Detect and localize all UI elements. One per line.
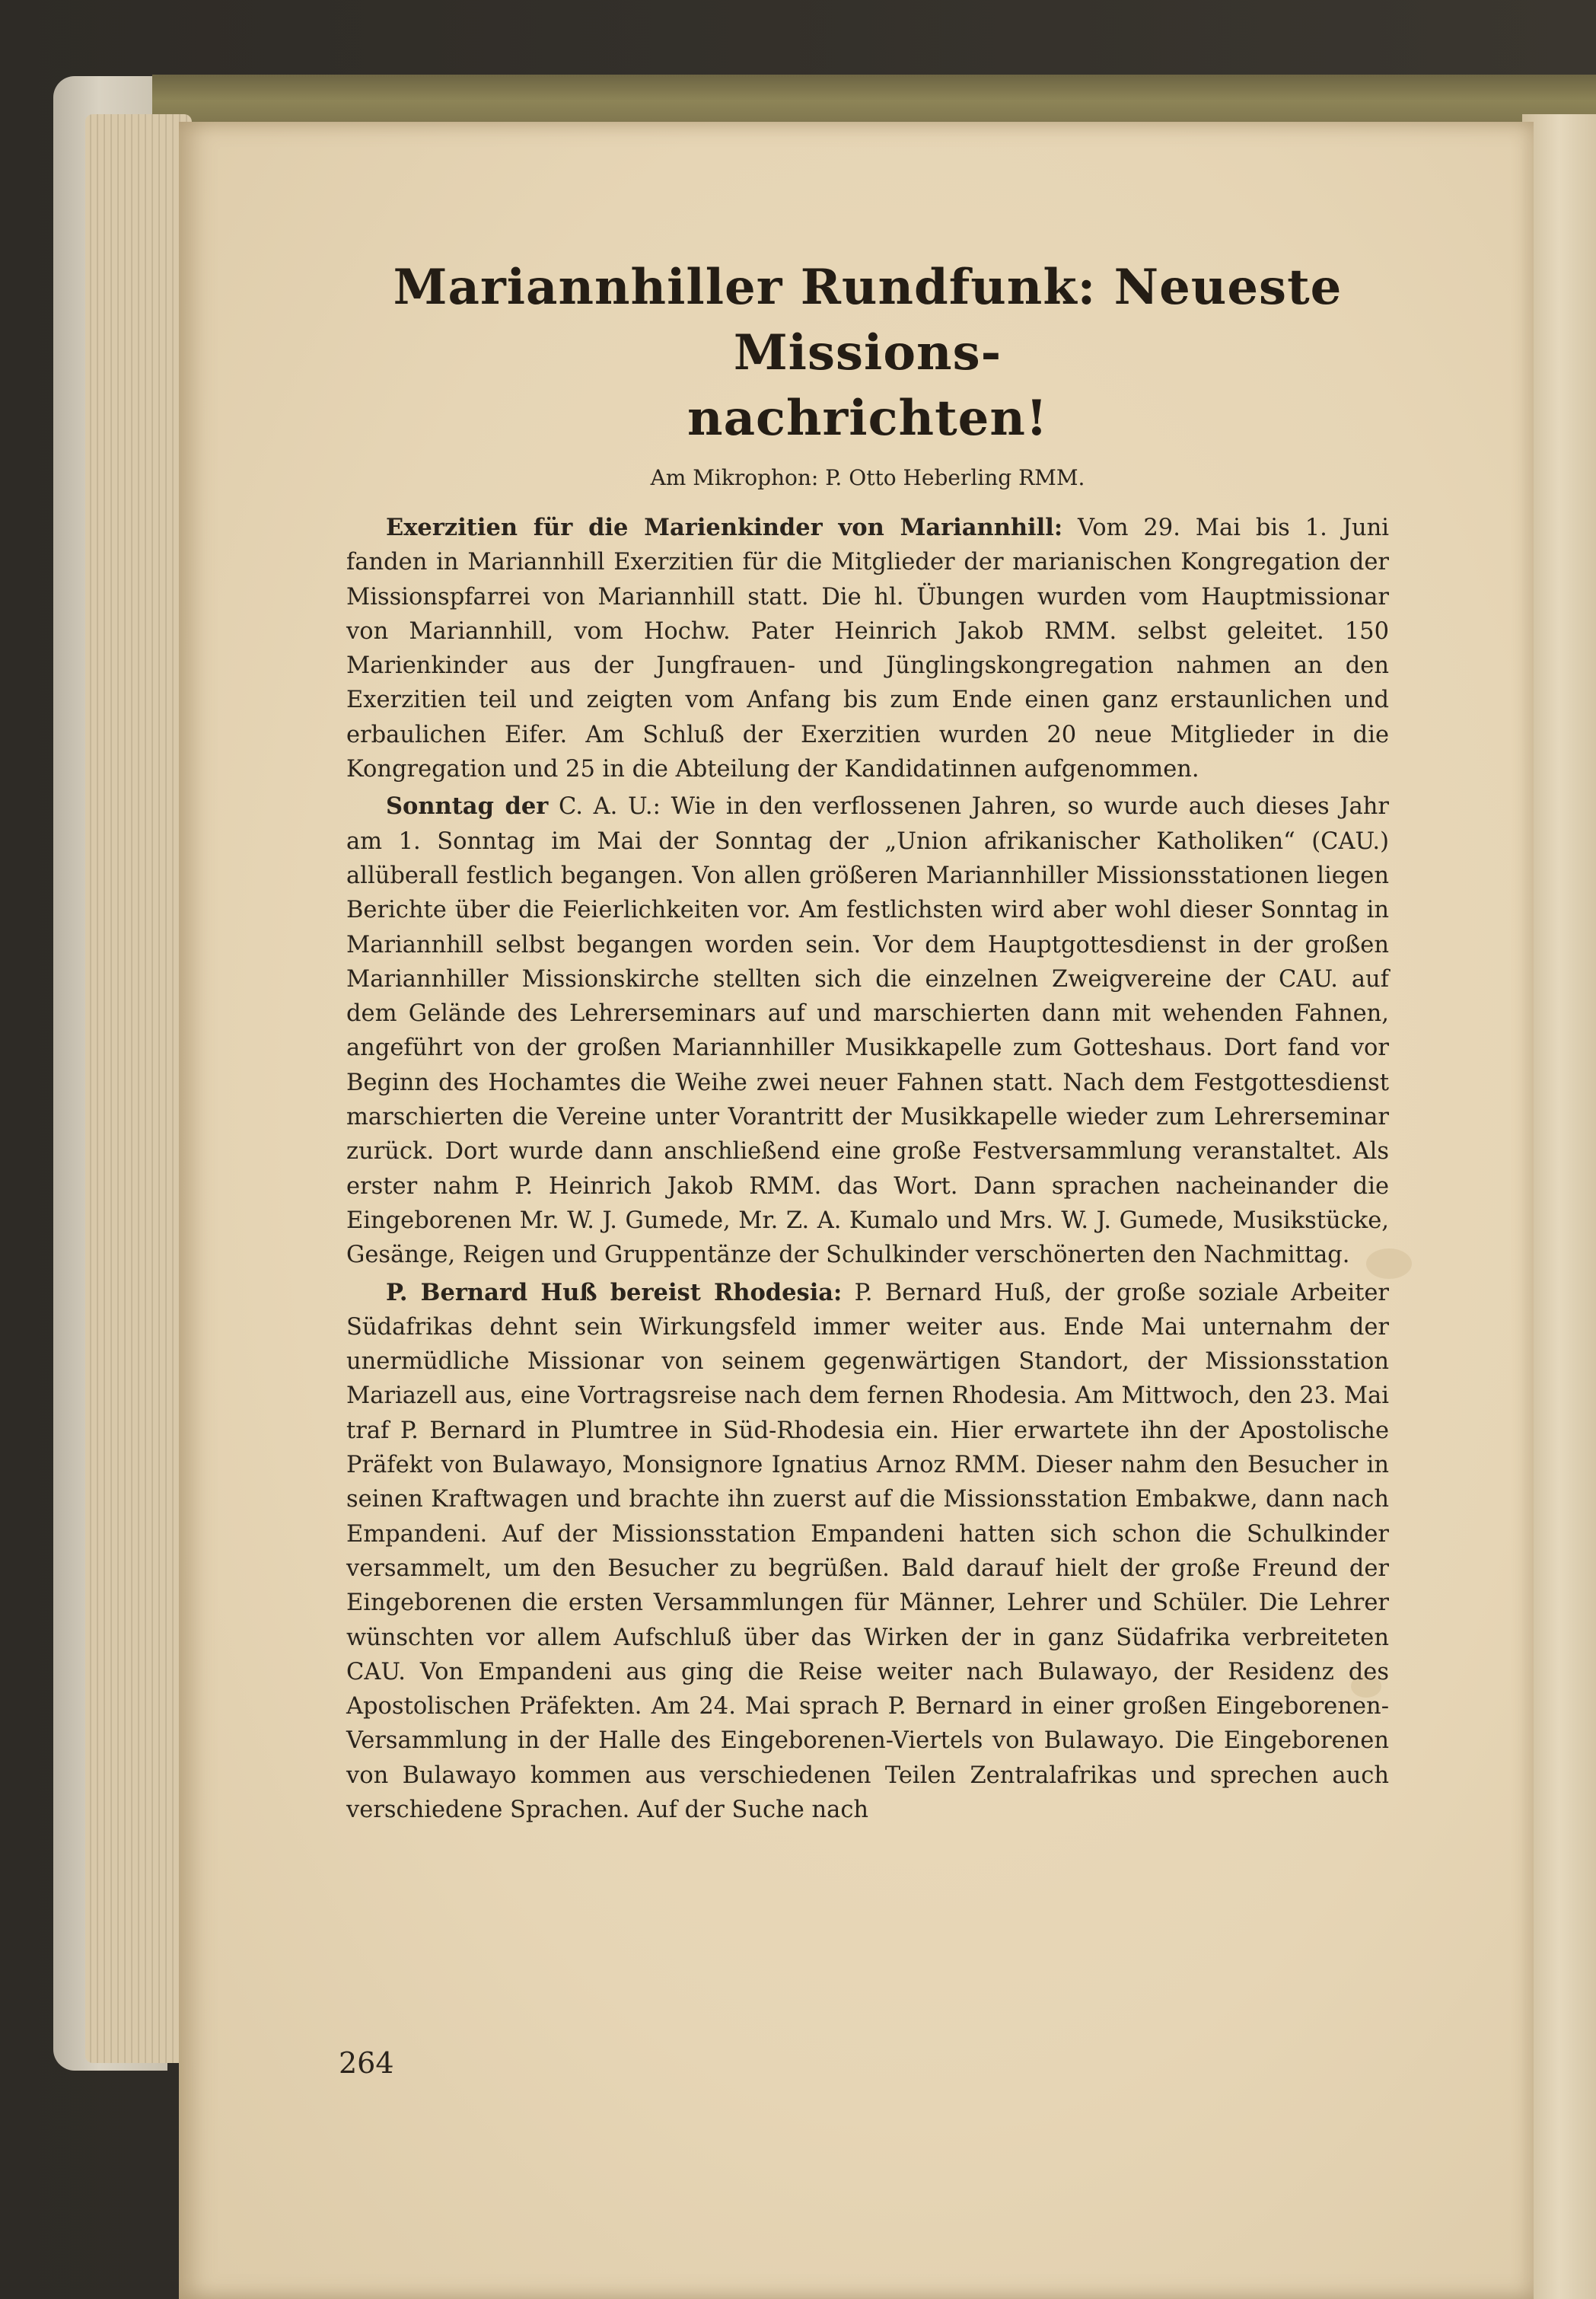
paragraph-lead: Exerzitien für die Marienkinder von Mariannhill: xyxy=(386,514,1063,541)
paragraph-exerzitien xyxy=(346,511,1389,786)
paragraph-sonntag-cau xyxy=(346,789,1389,1272)
article-title-line-1: Mariannhiller Rundfunk: Neueste Missions- xyxy=(393,259,1343,381)
paragraph-body: C. A. U.: Wie in den verflossenen Jahren, so wurde auch dieses Jahr am 1. Sonntag im Mai der Sonntag der „Union afrikanischer Katholiken“ (CAU.) allüberall festlich begangen. Von allen größeren Mariannhiller Missionsstationen liegen Berichte über die Feierlichkeiten vor. Am festlichsten wird aber wohl dieser Sonntag in Mariannhill selbst begangen worden sein. Vor dem Hauptgottesdienst in der großen Mariannhiller Missionskirche stellten sich die einzelnen Zweigvereine der CAU. auf dem Gelände des Lehrerseminars auf und marschierten dann mit wehenden Fahnen, angeführt von der großen Mariannhiller Musikkapelle zum Gotteshaus. Dort fand vor Beginn des Hochamtes die Weihe zwei neuer Fahnen statt. Nach dem Festgottesdienst marschierten die Vereine unter Vorantritt der Musikkapelle wieder zum Lehrerseminar zurück. Dort wurde dann anschließend eine große Festversammlung veranstaltet. Als erster nahm P. Heinrich Jakob RMM. das Wort. Dann sprachen nacheinander die Eingeborenen Mr. W. J. Gumede, Mr. Z. A. Kumalo und Mrs. W. J. Gumede, Musikstücke, Gesänge, Reigen und Gruppentänze der Schulkinder verschönerten den Nachmittag. xyxy=(346,793,1389,1269)
article-title-line-2: nachrichten! xyxy=(687,390,1048,447)
stacked-page-edges xyxy=(85,114,192,2063)
article-title xyxy=(346,255,1389,451)
paragraph-body: Vom 29. Mai bis 1. Juni fanden in Mariannhill Exerzitien für die Mitglieder der marianischen Kongregation der Missionspfarrei von Mariannhill statt. Die hl. Übungen wurden vom Hauptmissionar von Mariannhill, vom Hochw. Pater Heinrich Jakob RMM. selbst geleitet. 150 Marienkinder aus der Jungfrauen- und Jünglingskongregation nahmen an den Exerzitien teil und zeigten vom Anfang bis zum Ende einen ganz erstaunlichen und erbaulichen Eifer. Am Schluß der Exerzitien wurden 20 neue Mitglieder in die Kongregation und 25 in die Abteilung der Kandidatinnen aufgenommen. xyxy=(346,515,1389,783)
paragraph-lead: P. Bernard Huß bereist Rhodesia: xyxy=(386,1278,843,1306)
paragraph-lead: Sonntag der xyxy=(386,792,549,821)
paragraph-bernard-huss xyxy=(346,1276,1389,1828)
page-number: 264 xyxy=(339,2046,394,2080)
article-byline: Am Mikrophon: P. Otto Heberling RMM. xyxy=(650,465,1085,490)
article xyxy=(346,255,1389,1830)
paragraph-body: P. Bernard Huß, der große soziale Arbeiter Südafrikas dehnt sein Wirkungsfeld immer weiter aus. Ende Mai unternahm der unermüdliche Missionar von seinem gegenwärtigen Standort, der Missionsstation Mariazell aus, eine Vortragsreise nach dem fernen Rhodesia. Am Mittwoch, den 23. Mai traf P. Bernard in Plumtree in Süd-Rhodesia ein. Hier erwartete ihn der Apostolische Präfekt von Bulawayo, Monsignore Ignatius Arnoz RMM. Dieser nahm den Besucher in seinen Kraftwagen und brachte ihn zuerst auf die Missionsstation Embakwe, dann nach Empandeni. Auf der Missionsstation Empandeni hatten sich schon die Schulkinder versammelt, um den Besucher zu begrüßen. Bald darauf hielt der große Freund der Eingeborenen die ersten Versammlungen für Männer, Lehrer und Schüler. Die Lehrer wünschten vor allem Aufschluß über das Wirken der in ganz Südafrika verbreiteten CAU. Von Empandeni aus ging die Reise weiter nach Bulawayo, der Residenz des Apostolischen Präfekten. Am 24. Mai sprach P. Bernard in einer großen Eingeborenen-Versammlung in der Halle des Eingeborenen-Viertels von Bulawayo. Die Eingeborenen von Bulawayo kommen aus verschiedenen Teilen Zentralafrikas und sprechen auch verschiedene Sprachen. Auf der Suche nach xyxy=(346,1279,1389,1823)
